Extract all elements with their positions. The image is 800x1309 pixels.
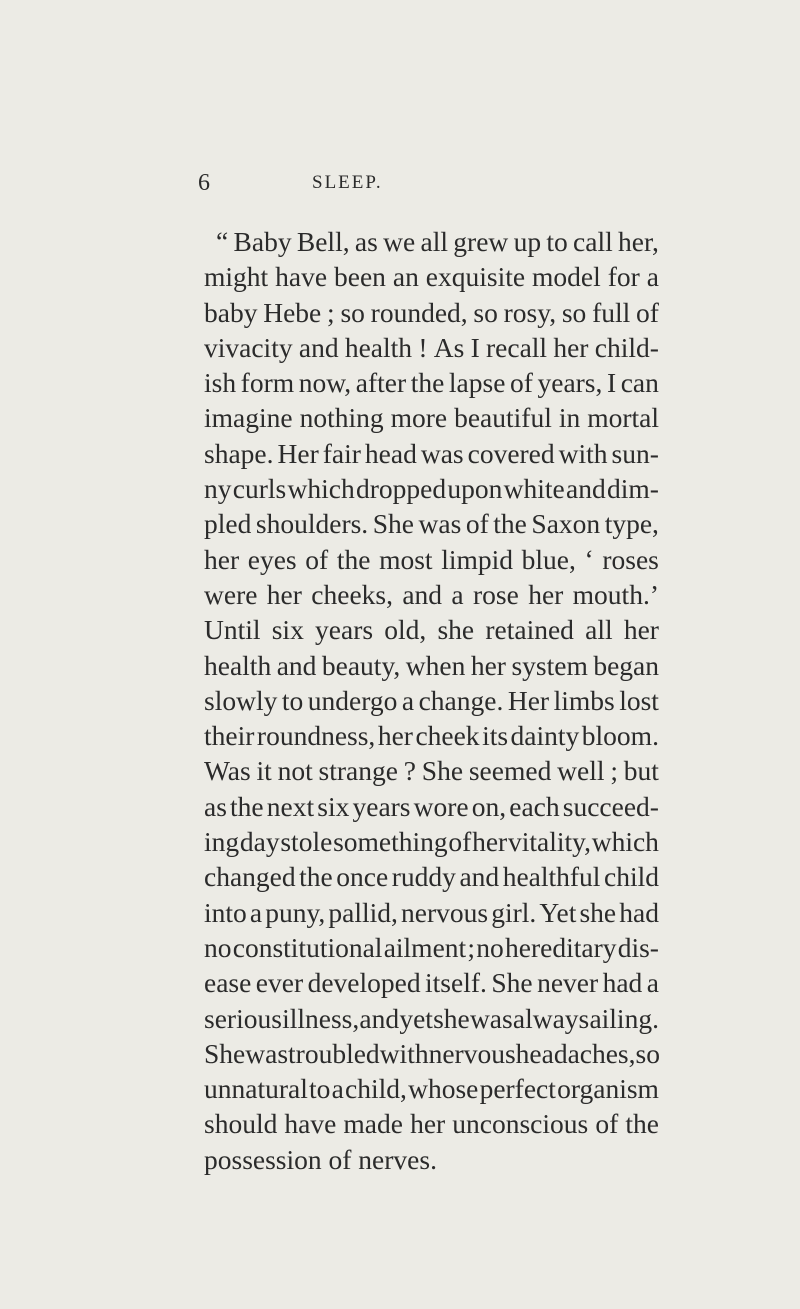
running-title: SLEEP.	[312, 172, 383, 193]
text-line: changed the once ruddy and healthful child	[204, 861, 659, 893]
text-line: baby Hebe ; so rounded, so rosy, so full of	[204, 296, 659, 328]
text-line: should have made her unconscious of the	[204, 1108, 659, 1140]
text-line: slowly to undergo a change. Her limbs lost	[204, 684, 659, 716]
text-line: Was it not strange ? She seemed well ; but	[204, 755, 659, 787]
text-line: her eyes of the most limpid blue, ‘ roses	[204, 543, 659, 575]
text-line: shape. Her fair head was covered with sun-	[204, 437, 659, 469]
text-line: unnatural to a child, whose perfect organism	[204, 1073, 659, 1105]
page-number: 6	[198, 170, 210, 196]
text-line: serious illness, and yet she was always ailing.	[204, 1002, 659, 1034]
text-line: ish form now, after the lapse of years, I can	[204, 367, 659, 399]
body-paragraph	[204, 224, 659, 1177]
text-line: ease ever developed itself. She never had a	[204, 967, 659, 999]
text-line: might have been an exquisite model for a	[204, 261, 659, 293]
text-line: pled shoulders. She was of the Saxon type,	[204, 508, 659, 540]
text-line: She was troubled with nervous headaches, so	[204, 1037, 660, 1069]
running-head	[198, 168, 658, 198]
text-line: as the next six years wore on, each succeed-	[204, 790, 659, 822]
text-line: vivacity and health ! As I recall her child-	[204, 331, 659, 363]
text-line: Until six years old, she retained all her	[204, 614, 659, 646]
text-line: imagine nothing more beautiful in mortal	[204, 402, 659, 434]
text-line: ny curls which dropped upon white and dim-	[204, 473, 659, 505]
text-line: health and beauty, when her system began	[204, 649, 659, 681]
text-line: were her cheeks, and a rose her mouth.’	[204, 578, 659, 610]
text-line: into a puny, pallid, nervous girl. Yet she had	[204, 896, 659, 928]
text-line: no constitutional ailment ; no hereditary dis-	[204, 931, 659, 963]
text-line: “ Baby Bell, as we all grew up to call her,	[216, 226, 659, 257]
text-line: possession of nerves.	[204, 1143, 437, 1175]
text-line: their roundness, her cheek its dainty bloom.	[204, 720, 659, 752]
text-line: ing day stole something of her vitality, which	[204, 826, 659, 858]
